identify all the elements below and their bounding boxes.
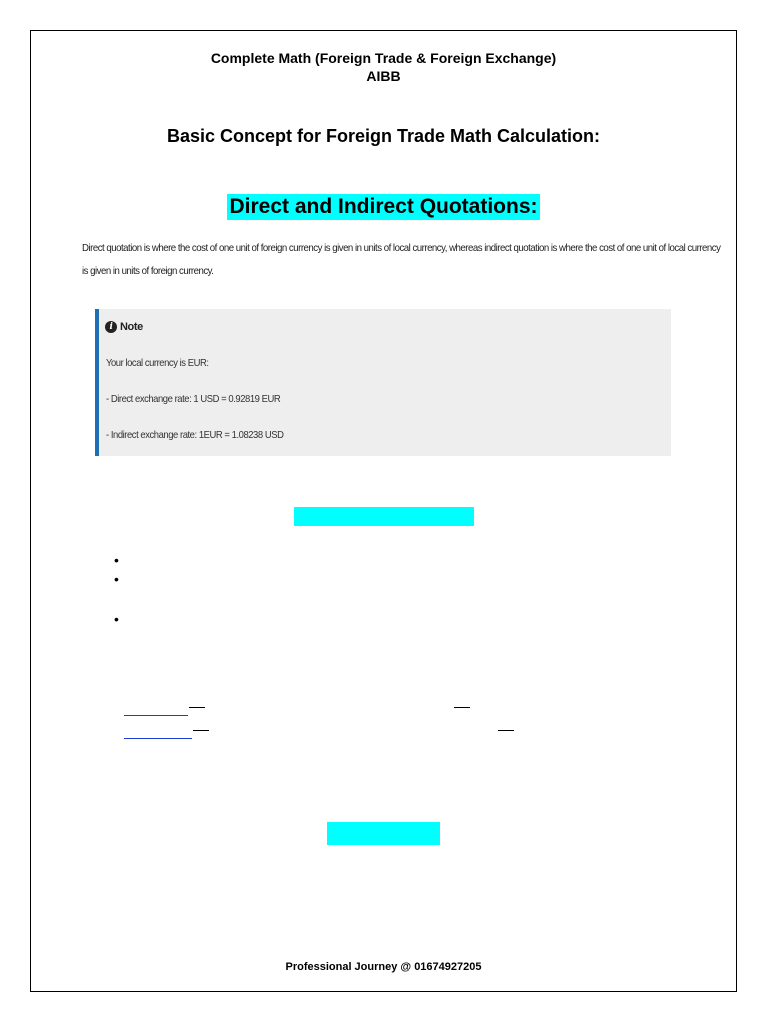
document-subtitle: AIBB	[366, 68, 401, 84]
note-line-local-currency: Your local currency is EUR:	[106, 357, 209, 369]
note-label: Note	[120, 321, 143, 333]
bullet-point: •	[114, 552, 119, 568]
bullet-point: •	[114, 571, 119, 587]
concept-heading: Basic Concept for Foreign Trade Math Calculation:	[166, 126, 601, 146]
intro-paragraph	[82, 237, 721, 283]
dash-line	[498, 730, 514, 731]
note-line-direct-rate: - Direct exchange rate: 1 USD = 0.92819 EUR	[106, 393, 281, 405]
info-icon: i	[105, 321, 117, 333]
footer-text: Professional Journey @ 01674927205	[285, 961, 482, 973]
intro-line-2: is given in units of foreign currency.	[82, 265, 214, 277]
note-box	[95, 309, 671, 456]
bullet-point: •	[114, 611, 119, 627]
note-line-indirect-rate: - Indirect exchange rate: 1EUR = 1.08238 USD	[106, 429, 284, 441]
document-title: Complete Math (Foreign Trade & Foreign Exchange)	[210, 50, 557, 66]
link-underline[interactable]	[124, 738, 192, 739]
dash-line	[454, 707, 470, 708]
quotations-heading-wrapper	[30, 194, 737, 220]
note-header	[105, 321, 143, 333]
quotations-heading: Direct and Indirect Quotations:	[229, 195, 538, 218]
highlighted-heading-bar	[327, 822, 440, 845]
intro-line-1: Direct quotation is where the cost of one unit of foreign currency is given in units of local currency, whereas indirect quotation is where the cost of one unit of local currency	[82, 242, 721, 254]
dash-line	[193, 730, 209, 731]
dash-line	[189, 707, 205, 708]
link-underline[interactable]	[124, 715, 188, 716]
highlighted-heading-bar	[294, 507, 474, 526]
